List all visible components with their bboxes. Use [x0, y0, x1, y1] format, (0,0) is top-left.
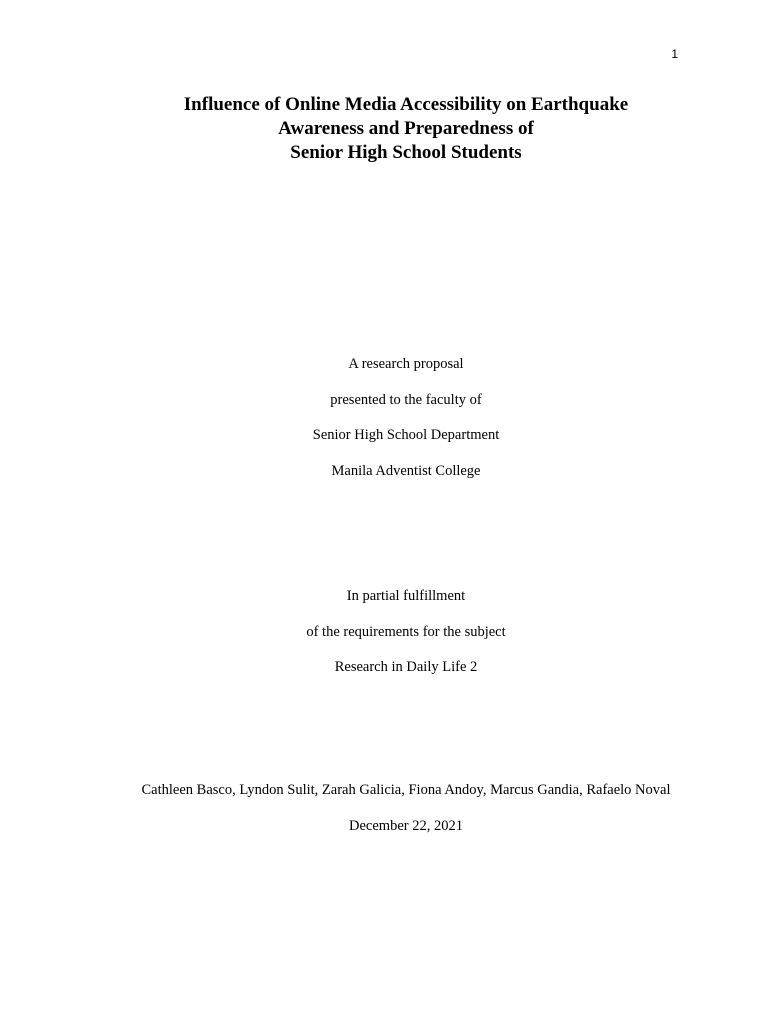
title-line-2: Awareness and Preparedness of: [278, 118, 534, 139]
submission-date: December 22, 2021: [349, 817, 463, 834]
proposal-line-4: Manila Adventist College: [331, 462, 481, 479]
proposal-statement: [130, 355, 682, 497]
proposal-line-3: Senior High School Department: [312, 427, 500, 443]
proposal-line-1: A research proposal: [348, 356, 464, 372]
fulfillment-line-3: Research in Daily Life 2: [334, 659, 478, 675]
title-line-1: Influence of Online Media Accessibility on Earthquake: [183, 94, 629, 115]
proposal-line-2: presented to the faculty of: [330, 391, 482, 408]
document-title: [130, 93, 682, 165]
authors-block: [130, 781, 682, 852]
fulfillment-line-2: of the requirements for the subject: [306, 623, 506, 640]
title-line-3: Senior High School Students: [290, 142, 522, 163]
fulfillment-statement: [130, 587, 682, 694]
page-number: 1: [671, 47, 678, 61]
fulfillment-line-1: In partial fulfillment: [346, 588, 466, 604]
author-names: Cathleen Basco, Lyndon Sulit, Zarah Galicia, Fiona Andoy, Marcus Gandia, Rafaelo Noval: [141, 782, 671, 798]
